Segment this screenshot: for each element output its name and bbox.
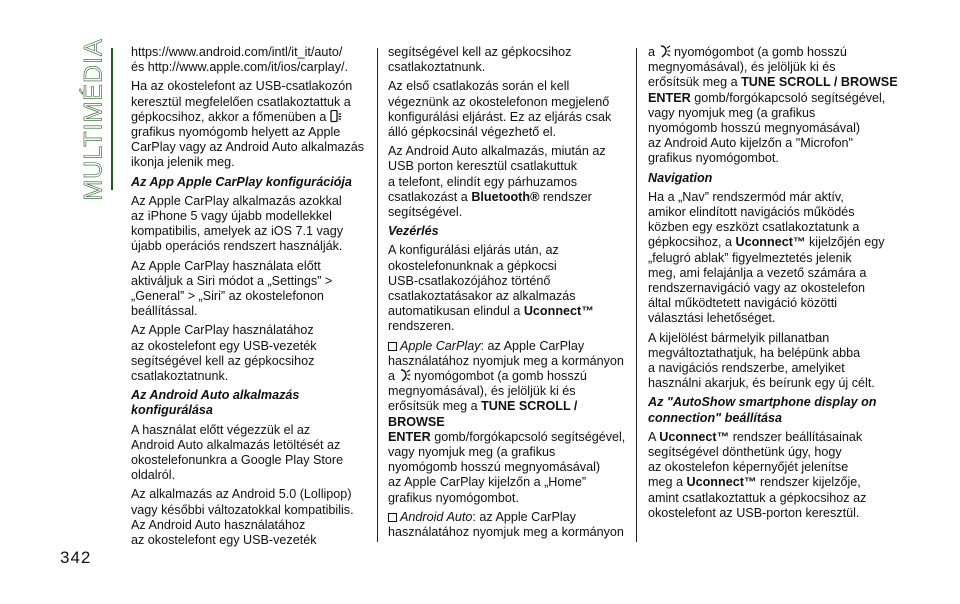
heading-controls: Vezérlés — [388, 224, 439, 239]
text-line: újabb operációs rendszert használják. — [131, 239, 343, 254]
heading-navigation: Navigation — [648, 170, 713, 185]
text-line: álló gépkocsinál végezhető el. — [388, 125, 557, 140]
text-line: az okostelefont egy USB-vezeték — [131, 533, 317, 548]
voice-command-icon — [399, 369, 411, 382]
android-url[interactable]: https://www.android.com/intl/it_it/auto/ — [131, 45, 343, 59]
text-line: az Apple CarPlay kijelzőn a „Home” — [388, 475, 587, 490]
text-line: grafikus nyomógombot. — [388, 490, 519, 505]
paragraph-android-download — [131, 423, 371, 484]
text-line: Apple CarPlay: az Apple CarPlay — [388, 339, 628, 354]
text-line: ENTER gomb/forgókapcsoló segítségével, — [648, 90, 886, 105]
text-line: „General” > „Siri” az okostelefonon — [131, 289, 324, 304]
text-line: rendszeren. — [388, 319, 455, 334]
paragraph-android-voice — [648, 45, 898, 167]
text-line: CarPlay vagy az Android Auto alkalmazás — [131, 140, 365, 155]
text-line: Az Android Auto alkalmazás, miután az — [388, 144, 606, 159]
text-line: connection" beállítása — [648, 410, 783, 425]
text-line: segítségével kell az gépkocsihoz — [131, 353, 315, 368]
text-line: Az Apple CarPlay használatához — [131, 323, 314, 338]
text-line: az iPhone 5 vagy újabb modellekkel — [131, 209, 332, 224]
text-line: megnyomásával), és jelöljük ki és — [648, 60, 836, 75]
text-line: nyomógomb hosszú megnyomásával) — [388, 460, 601, 475]
text-line: A konfigurálási eljárás után, az — [388, 243, 559, 258]
text-line: használni akarjuk, és beírunk egy új célt. — [648, 376, 875, 391]
text-line: használatához nyomjuk meg a kormányon — [388, 525, 624, 540]
text-line: Az Apple CarPlay alkalmazás azokkal — [131, 193, 342, 208]
text-line: nyomógomb hosszú megnyomásával) — [648, 121, 861, 136]
text-line: Az alkalmazás az Android 5.0 (Lollipop) — [131, 487, 352, 502]
column-divider-2 — [636, 48, 637, 542]
text-line: a nyomógombot (a gomb hosszú — [648, 45, 847, 59]
paragraph-autoshow — [648, 430, 898, 521]
text-line: aktiváljuk a Siri módot a „Settings” > — [131, 273, 333, 288]
heading-android-config: Az Android Auto alkalmazás konfigurálása — [131, 388, 300, 418]
text-line: Android Auto: az Apple CarPlay — [388, 510, 628, 525]
text-line: Ha a „Nav” rendszermód már aktív, — [648, 189, 844, 204]
text-line: használatához nyomjuk meg a kormányon — [388, 353, 624, 368]
text-line: grafikus nyomógombot. — [648, 151, 779, 166]
text-line: A kijelölést bármelyik pillanatban — [648, 330, 830, 345]
paragraph-carplay-compat — [131, 194, 371, 255]
text-line: az okostelefont egy USB-vezeték — [131, 338, 317, 353]
text-line: az Android Auto kijelzőn a "Microfon" — [648, 136, 853, 151]
heading-autoshow — [648, 395, 898, 425]
text-line: oldalról. — [131, 468, 176, 483]
text-line: közben egy eszközt csatlakoztatunk a — [648, 220, 860, 235]
text-line: ikonja jelenik meg. — [131, 155, 235, 170]
column-3 — [648, 45, 898, 525]
text-line: beállítással. — [131, 304, 198, 319]
text-line: választási lehetőséget. — [648, 311, 776, 326]
paragraph-nav-change — [648, 331, 898, 392]
text-line: konfigurálási eljárást. Ez az eljárás csak — [388, 109, 612, 124]
text-line: erősítsük meg a TUNE SCROLL / BROWSE — [388, 399, 578, 429]
text-line: a navigációs rendszerbe, amelyiket — [648, 361, 845, 376]
text-line: segítségével dönthetünk úgy, hogy — [648, 445, 842, 460]
text-line: amint csatlakoztattuk a gépkocsihoz az — [648, 490, 867, 505]
paragraph-links — [131, 45, 371, 75]
text-line: csatlakoztatásakor az alkalmazás — [388, 289, 576, 304]
text-line: Android Auto alkalmazás letöltését az — [131, 437, 341, 452]
paragraph-auto-start — [388, 243, 628, 334]
paragraph-continued — [388, 45, 628, 75]
text-line: segítségével kell az gépkocsihoz — [388, 45, 572, 59]
text-line: segítségével. — [388, 205, 463, 220]
text-line: megnyomásával), és jelöljük ki és — [388, 384, 576, 399]
voice-command-icon — [659, 45, 671, 58]
paragraph-first-connection — [388, 79, 628, 140]
text-line: keresztül megfelelően csatlakoztattuk a — [131, 94, 351, 109]
section-tab-rule — [111, 48, 113, 190]
text-line: csatlakoztatnunk. — [388, 60, 486, 75]
text-line: amikor elindított navigációs működés — [648, 205, 855, 220]
text-line: meg, ami felajánlja a vezető számára a — [648, 265, 867, 280]
page-number: 342 — [60, 548, 92, 567]
text-line: kompatibilis, amelyek az iOS 7.1 vagy — [131, 224, 344, 239]
text-line: által működtetett navigáció közötti — [648, 296, 838, 311]
text-line: Az első csatlakozás során el kell — [388, 79, 570, 94]
text-line: megváltoztathatjuk, ha belépünk abba — [648, 345, 861, 360]
text-line: „felugró ablak” figyelmeztetés jelenik — [648, 250, 852, 265]
square-bullet-icon — [388, 513, 397, 522]
text-line: gépkocsihoz, a Uconnect™ kijelzőjén egy — [648, 235, 885, 250]
paragraph-siri — [131, 259, 371, 320]
text-line: ENTER gomb/forgókapcsoló segítségével, — [388, 429, 626, 444]
text-line: erősítsük meg a TUNE SCROLL / BROWSE — [648, 75, 898, 90]
text-line: csatlakozást a Bluetooth® rendszer — [388, 189, 592, 204]
square-bullet-icon — [388, 342, 397, 351]
text-line: okostelefonunkra a Google Play Store — [131, 453, 344, 468]
text-line: automatikusan elindul a Uconnect™ — [388, 304, 594, 319]
text-line: okostelefont az USB-porton keresztül. — [648, 505, 860, 520]
text-line: grafikus nyomógomb helyett az Apple — [131, 125, 341, 140]
text-line: végeznünk az okostelefonon megjelenő — [388, 94, 610, 109]
paragraph-carplay-usb — [131, 323, 371, 384]
text-line: USB-csatlakozójához történő — [388, 273, 551, 288]
text-line: csatlakoztatnunk. — [131, 369, 229, 384]
text-line: Az Android Auto használatához — [131, 517, 306, 532]
paragraph-android-compat — [131, 487, 371, 548]
phone-projection-icon — [330, 110, 342, 123]
text-line: vagy nyomjuk meg (a grafikus — [648, 105, 816, 120]
section-tab — [78, 37, 110, 201]
paragraph-bluetooth — [388, 144, 628, 220]
heading-carplay-config: Az App Apple CarPlay konfigurációja — [131, 174, 352, 189]
column-2 — [388, 45, 628, 544]
text-line: meg a Uconnect™ rendszer kijelzője, — [648, 475, 861, 490]
text-line: Az "AutoShow smartphone display on — [648, 395, 877, 410]
text-line: USB porton keresztül csatlakuttuk — [388, 159, 577, 174]
text-line: rendszernavigáció vagy az okostelefon — [648, 281, 866, 296]
text-line: Ha az okostelefont az USB-csatlakozón — [131, 79, 353, 94]
text-line: gépkocsihoz, akkor a főmenüben a — [131, 110, 371, 125]
bullet-carplay — [388, 339, 628, 506]
text-line: A használat előtt végezzük el az — [131, 422, 311, 437]
text-line: okostelefonunknak a gépkocsi — [388, 258, 557, 273]
text-line: A Uconnect™ rendszer beállításainak — [648, 429, 863, 444]
text-line: Az Apple CarPlay használata előtt — [131, 258, 321, 273]
section-tab-label: MULTIMÉDIA — [79, 37, 108, 201]
text-line: vagy későbbi változatokkal kompatibilis. — [131, 502, 354, 517]
text-line: a nyomógombot (a gomb hosszú — [388, 369, 587, 384]
paragraph-connection — [131, 79, 371, 170]
bullet-android-auto — [388, 510, 628, 540]
apple-url[interactable]: és http://www.apple.com/it/ios/carplay/. — [131, 60, 348, 75]
text-line: vagy nyomjuk meg (a grafikus — [388, 445, 556, 460]
column-divider-1 — [377, 48, 378, 542]
text-line: a telefont, elindít egy párhuzamos — [388, 174, 578, 189]
text-line: az okostelefon képernyőjét jelenítse — [648, 460, 849, 475]
column-1 — [131, 45, 371, 552]
paragraph-nav-popup — [648, 190, 898, 327]
